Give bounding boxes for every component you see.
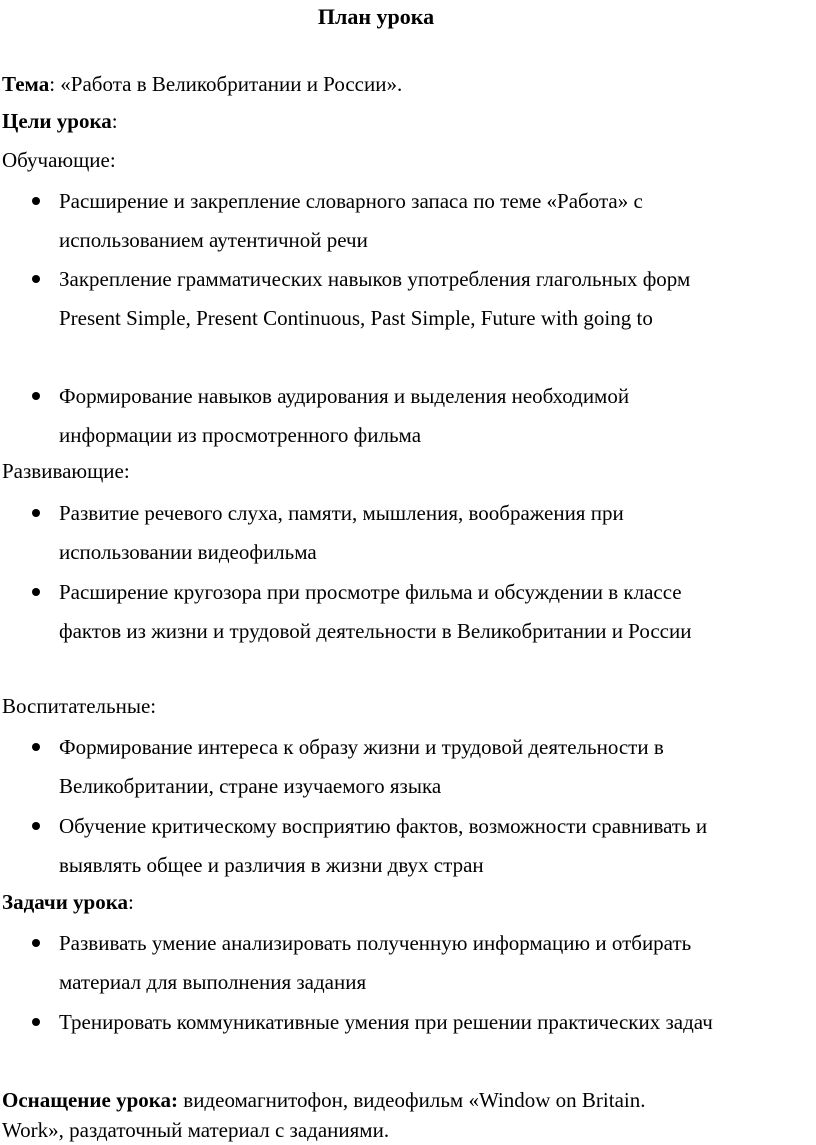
tasks-item-1: Развивать умение анализировать полученную информацию и отбирать материал для выполнения задания xyxy=(59,931,692,994)
topic-value: «Работа в Великобритании и России». xyxy=(55,72,403,96)
equipment-paragraph xyxy=(2,1085,702,1145)
developing-heading: Развивающие: xyxy=(2,459,130,483)
teaching-heading: Обучающие: xyxy=(2,148,116,172)
goals-line xyxy=(2,108,118,134)
tasks-label: Задачи урока xyxy=(2,890,129,914)
goals-label: Цели урока xyxy=(2,109,112,133)
bullet-icon xyxy=(32,392,40,400)
educational-heading: Воспитательные: xyxy=(2,694,157,718)
bullet-icon xyxy=(32,939,40,947)
teaching-item-1: Расширение и закрепление словарного запаса по теме «Работа» с использованием аутентичной речи xyxy=(59,189,643,252)
developing-item-2: Расширение кругозора при просмотре фильма и обсуждении в классе фактов из жизни и трудовой деятельности в Великобритании и России xyxy=(59,580,692,643)
goals-separator: : xyxy=(111,109,118,133)
topic-label: Тема xyxy=(2,72,50,96)
equipment-value: видеомагнитофон, видеофильм «Window on Britain. Work», раздаточный материал с заданиями. xyxy=(2,1088,646,1142)
bullet-icon xyxy=(32,1018,40,1026)
teaching-item-3: Формирование навыков аудирования и выделения необходимой информации из просмотренного фильма xyxy=(59,384,630,447)
teaching-item-2: Закрепление грамматических навыков употребления глагольных форм Present Simple, Present Continuous, Past Simple, Future with going to xyxy=(59,267,691,330)
equipment-label: Оснащение урока: xyxy=(2,1088,179,1112)
bullet-icon xyxy=(32,822,40,830)
developing-item-1: Развитие речевого слуха, памяти, мышления, воображения при использовании видеофильма xyxy=(59,501,624,564)
topic-separator: : xyxy=(49,72,56,96)
bullet-icon xyxy=(32,509,40,517)
page-title: План урока xyxy=(317,4,435,29)
educational-item-2: Обучение критическому восприятию фактов, возможности сравнивать и выявлять общее и различия в жизни двух стран xyxy=(59,814,708,877)
bullet-icon xyxy=(32,588,40,596)
bullet-icon xyxy=(32,275,40,283)
tasks-separator: : xyxy=(128,890,134,914)
bullet-icon xyxy=(32,197,40,205)
tasks-line xyxy=(2,889,134,915)
tasks-item-2: Тренировать коммуникативные умения при решении практических задач xyxy=(59,1010,713,1034)
topic-line xyxy=(2,71,402,97)
educational-item-1: Формирование интереса к образу жизни и трудовой деятельности в Великобритании, стране изучаемого языка xyxy=(59,735,664,798)
bullet-icon xyxy=(32,743,40,751)
